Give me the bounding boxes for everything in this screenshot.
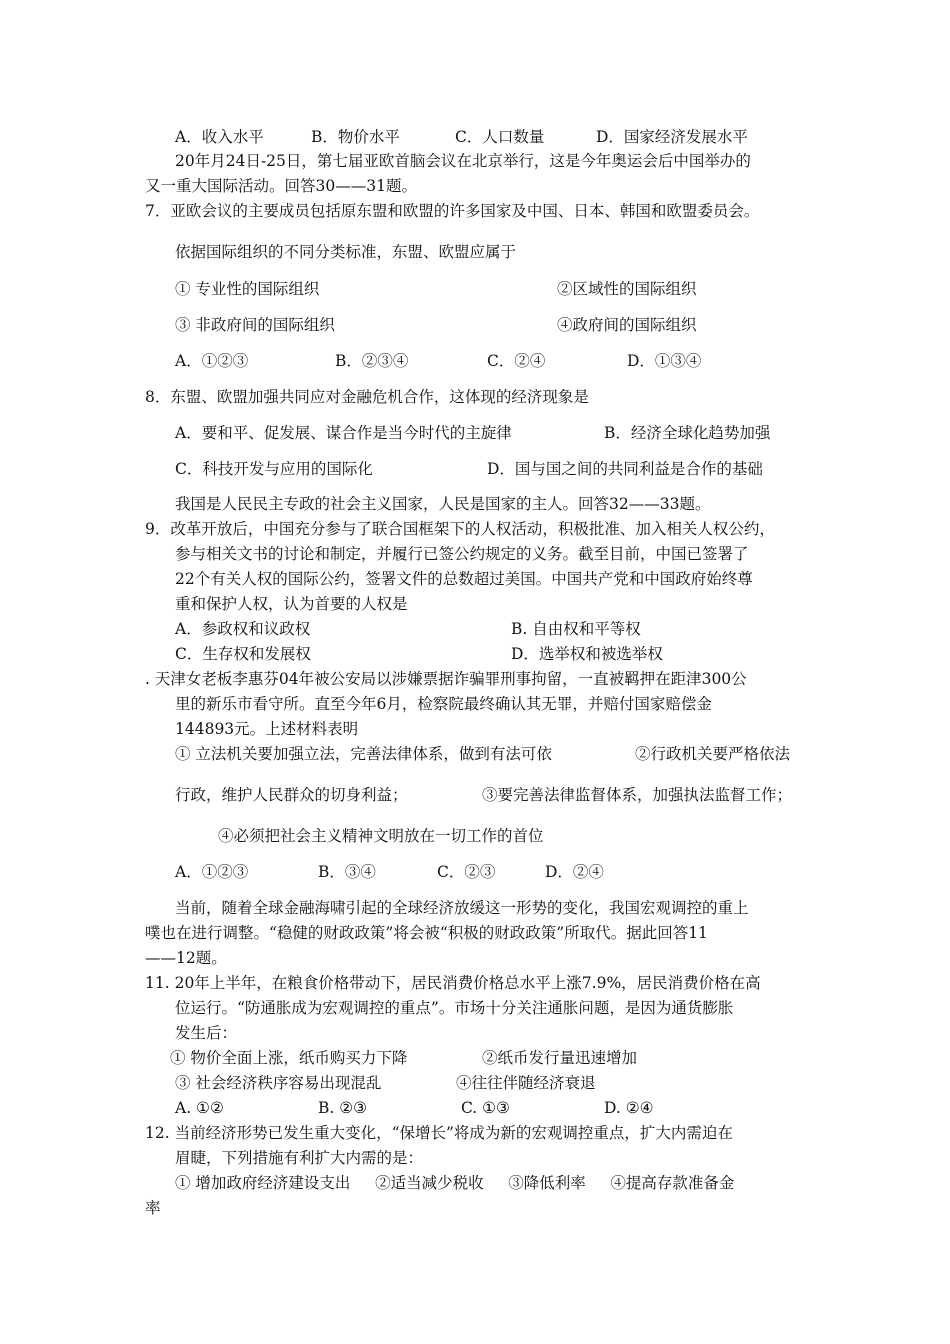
q10-option-a: A．①②③ bbox=[175, 863, 249, 881]
q7-item-3: ③ 非政府间的国际组织 bbox=[175, 316, 335, 334]
q7-option-d: D．①③④ bbox=[627, 352, 702, 370]
q11-item-2: ②纸币发行量迅速增加 bbox=[482, 1049, 638, 1067]
q7-item-4: ④政府间的国际组织 bbox=[557, 316, 697, 334]
question-9-line: 重和保护人权，认为首要的人权是 bbox=[175, 595, 408, 613]
question-12-line: 12. 当前经济形势已发生重大变化，“保增长”将成为新的宏观调控重点，扩大内需迫在 bbox=[145, 1124, 733, 1142]
q11-option-a: A. ①② bbox=[175, 1099, 224, 1117]
option-c: C．人口数量 bbox=[455, 128, 545, 146]
question-12-line: 眉睫，下列措施有利扩大内需的是： bbox=[175, 1149, 424, 1167]
q8-option-c: C．科技开发与应用的国际化 bbox=[175, 460, 373, 478]
option-d: D．国家经济发展水平 bbox=[596, 128, 748, 146]
option-b: B．物价水平 bbox=[311, 128, 400, 146]
intro-paragraph-line: 当前，随着全球金融海啸引起的全球经济放缓这一形势的变化，我国宏观调控的重上 bbox=[175, 899, 749, 917]
q8-option-d: D．国与国之间的共同利益是合作的基础 bbox=[487, 460, 763, 478]
q11-item-4: ④往往伴随经济衰退 bbox=[456, 1074, 596, 1092]
intro-paragraph-line: 我国是人民民主专政的社会主义国家，人民是国家的主人。回答32——33题。 bbox=[175, 495, 711, 513]
q7-option-a: A．①②③ bbox=[175, 352, 249, 370]
question-11-line: 11. 20年上半年，在粮食价格带动下，居民消费价格总水平上涨7.9%，居民消费价格在高 bbox=[145, 974, 761, 992]
q7-option-b: B．②③④ bbox=[335, 352, 409, 370]
question-11-line: 发生后： bbox=[175, 1024, 238, 1042]
q10-option-c: C．②③ bbox=[437, 863, 496, 881]
q9-option-c: C．生存权和发展权 bbox=[175, 645, 311, 663]
q11-item-1: ① 物价全面上涨，纸币购买力下降 bbox=[170, 1049, 408, 1067]
question-9-line: 9．改革开放后，中国充分参与了联合国框架下的人权活动，积极批准、加入相关人权公约， bbox=[145, 520, 775, 538]
q12-items-cont: 率 bbox=[145, 1199, 161, 1217]
q11-option-b: B. ②③ bbox=[318, 1099, 368, 1117]
q10-item-1: ① 立法机关要加强立法，完善法律体系，做到有法可依 bbox=[175, 745, 552, 763]
q7-item-2: ②区域性的国际组织 bbox=[557, 280, 697, 298]
q9-option-a: A．参政权和议政权 bbox=[175, 620, 311, 638]
question-8-stem: 8．东盟、欧盟加强共同应对金融危机合作，这体现的经济现象是 bbox=[145, 388, 589, 406]
q10-item-2: ②行政机关要严格依法 bbox=[635, 745, 791, 763]
q11-option-c: C. ①③ bbox=[461, 1099, 510, 1117]
q9-option-d: D．选举权和被选举权 bbox=[511, 645, 663, 663]
q8-option-a: A．要和平、促发展、谋合作是当今时代的主旋律 bbox=[175, 424, 512, 442]
q10-item-4: ④必须把社会主义精神文明放在一切工作的首位 bbox=[218, 827, 544, 845]
q7-option-c: C．②④ bbox=[487, 352, 546, 370]
intro-paragraph-line: 噗也在进行调整。“稳健的财政政策”将会被“积极的财政政策”所取代。据此回答11 bbox=[145, 924, 708, 942]
q10-option-b: B．③④ bbox=[318, 863, 376, 881]
q12-items: ① 增加政府经济建设支出 ②适当减少税收 ③降低利率 ④提高存款准备金 bbox=[175, 1174, 735, 1192]
q10-item-2-cont: 行政，维护人民群众的切身利益； bbox=[175, 786, 408, 804]
question-9-line: 22个有关人权的国际公约，签署文件的总数超过美国。中国共产党和中国政府始终尊 bbox=[175, 570, 753, 588]
q10-item-3: ③要完善法律监督体系，加强执法监督工作； bbox=[482, 786, 793, 804]
question-10-line: 144893元。上述材料表明 bbox=[175, 720, 359, 738]
option-a: A．收入水平 bbox=[175, 128, 264, 146]
q10-option-d: D．②④ bbox=[545, 863, 604, 881]
intro-paragraph-line: ——12题。 bbox=[145, 949, 227, 967]
question-7-stem-cont: 依据国际组织的不同分类标准，东盟、欧盟应属于 bbox=[175, 243, 517, 261]
q8-option-b: B．经济全球化趋势加强 bbox=[604, 424, 771, 442]
q9-option-b: B. 自由权和平等权 bbox=[511, 620, 641, 638]
question-10-line: 里的新乐市看守所。直至今年6月，检察院最终确认其无罪，并赔付国家赔偿金 bbox=[175, 695, 712, 713]
question-11-line: 位运行。“防通胀成为宏观调控的重点”。市场十分关注通胀问题，是因为通货膨胀 bbox=[175, 999, 734, 1017]
q7-item-1: ① 专业性的国际组织 bbox=[175, 280, 320, 298]
question-7-stem: 7．亚欧会议的主要成员包括原东盟和欧盟的许多国家及中国、日本、韩国和欧盟委员会。 bbox=[145, 202, 760, 220]
q11-item-3: ③ 社会经济秩序容易出现混乱 bbox=[175, 1074, 382, 1092]
question-10-line: . 天津女老板李惠芬04年被公安局以涉嫌票据诈骗罪刑事拘留，一直被羁押在距津300公 bbox=[145, 670, 747, 688]
q11-option-d: D. ②④ bbox=[604, 1099, 654, 1117]
intro-paragraph-line: 又一重大国际活动。回答30——31题。 bbox=[145, 177, 417, 195]
question-9-line: 参与相关文书的讨论和制定，并履行已签公约规定的义务。截至目前，中国已签署了 bbox=[175, 545, 749, 563]
intro-paragraph-line: 20年月24日-25日，第七届亚欧首脑会议在北京举行，这是今年奥运会后中国举办的 bbox=[175, 152, 751, 170]
